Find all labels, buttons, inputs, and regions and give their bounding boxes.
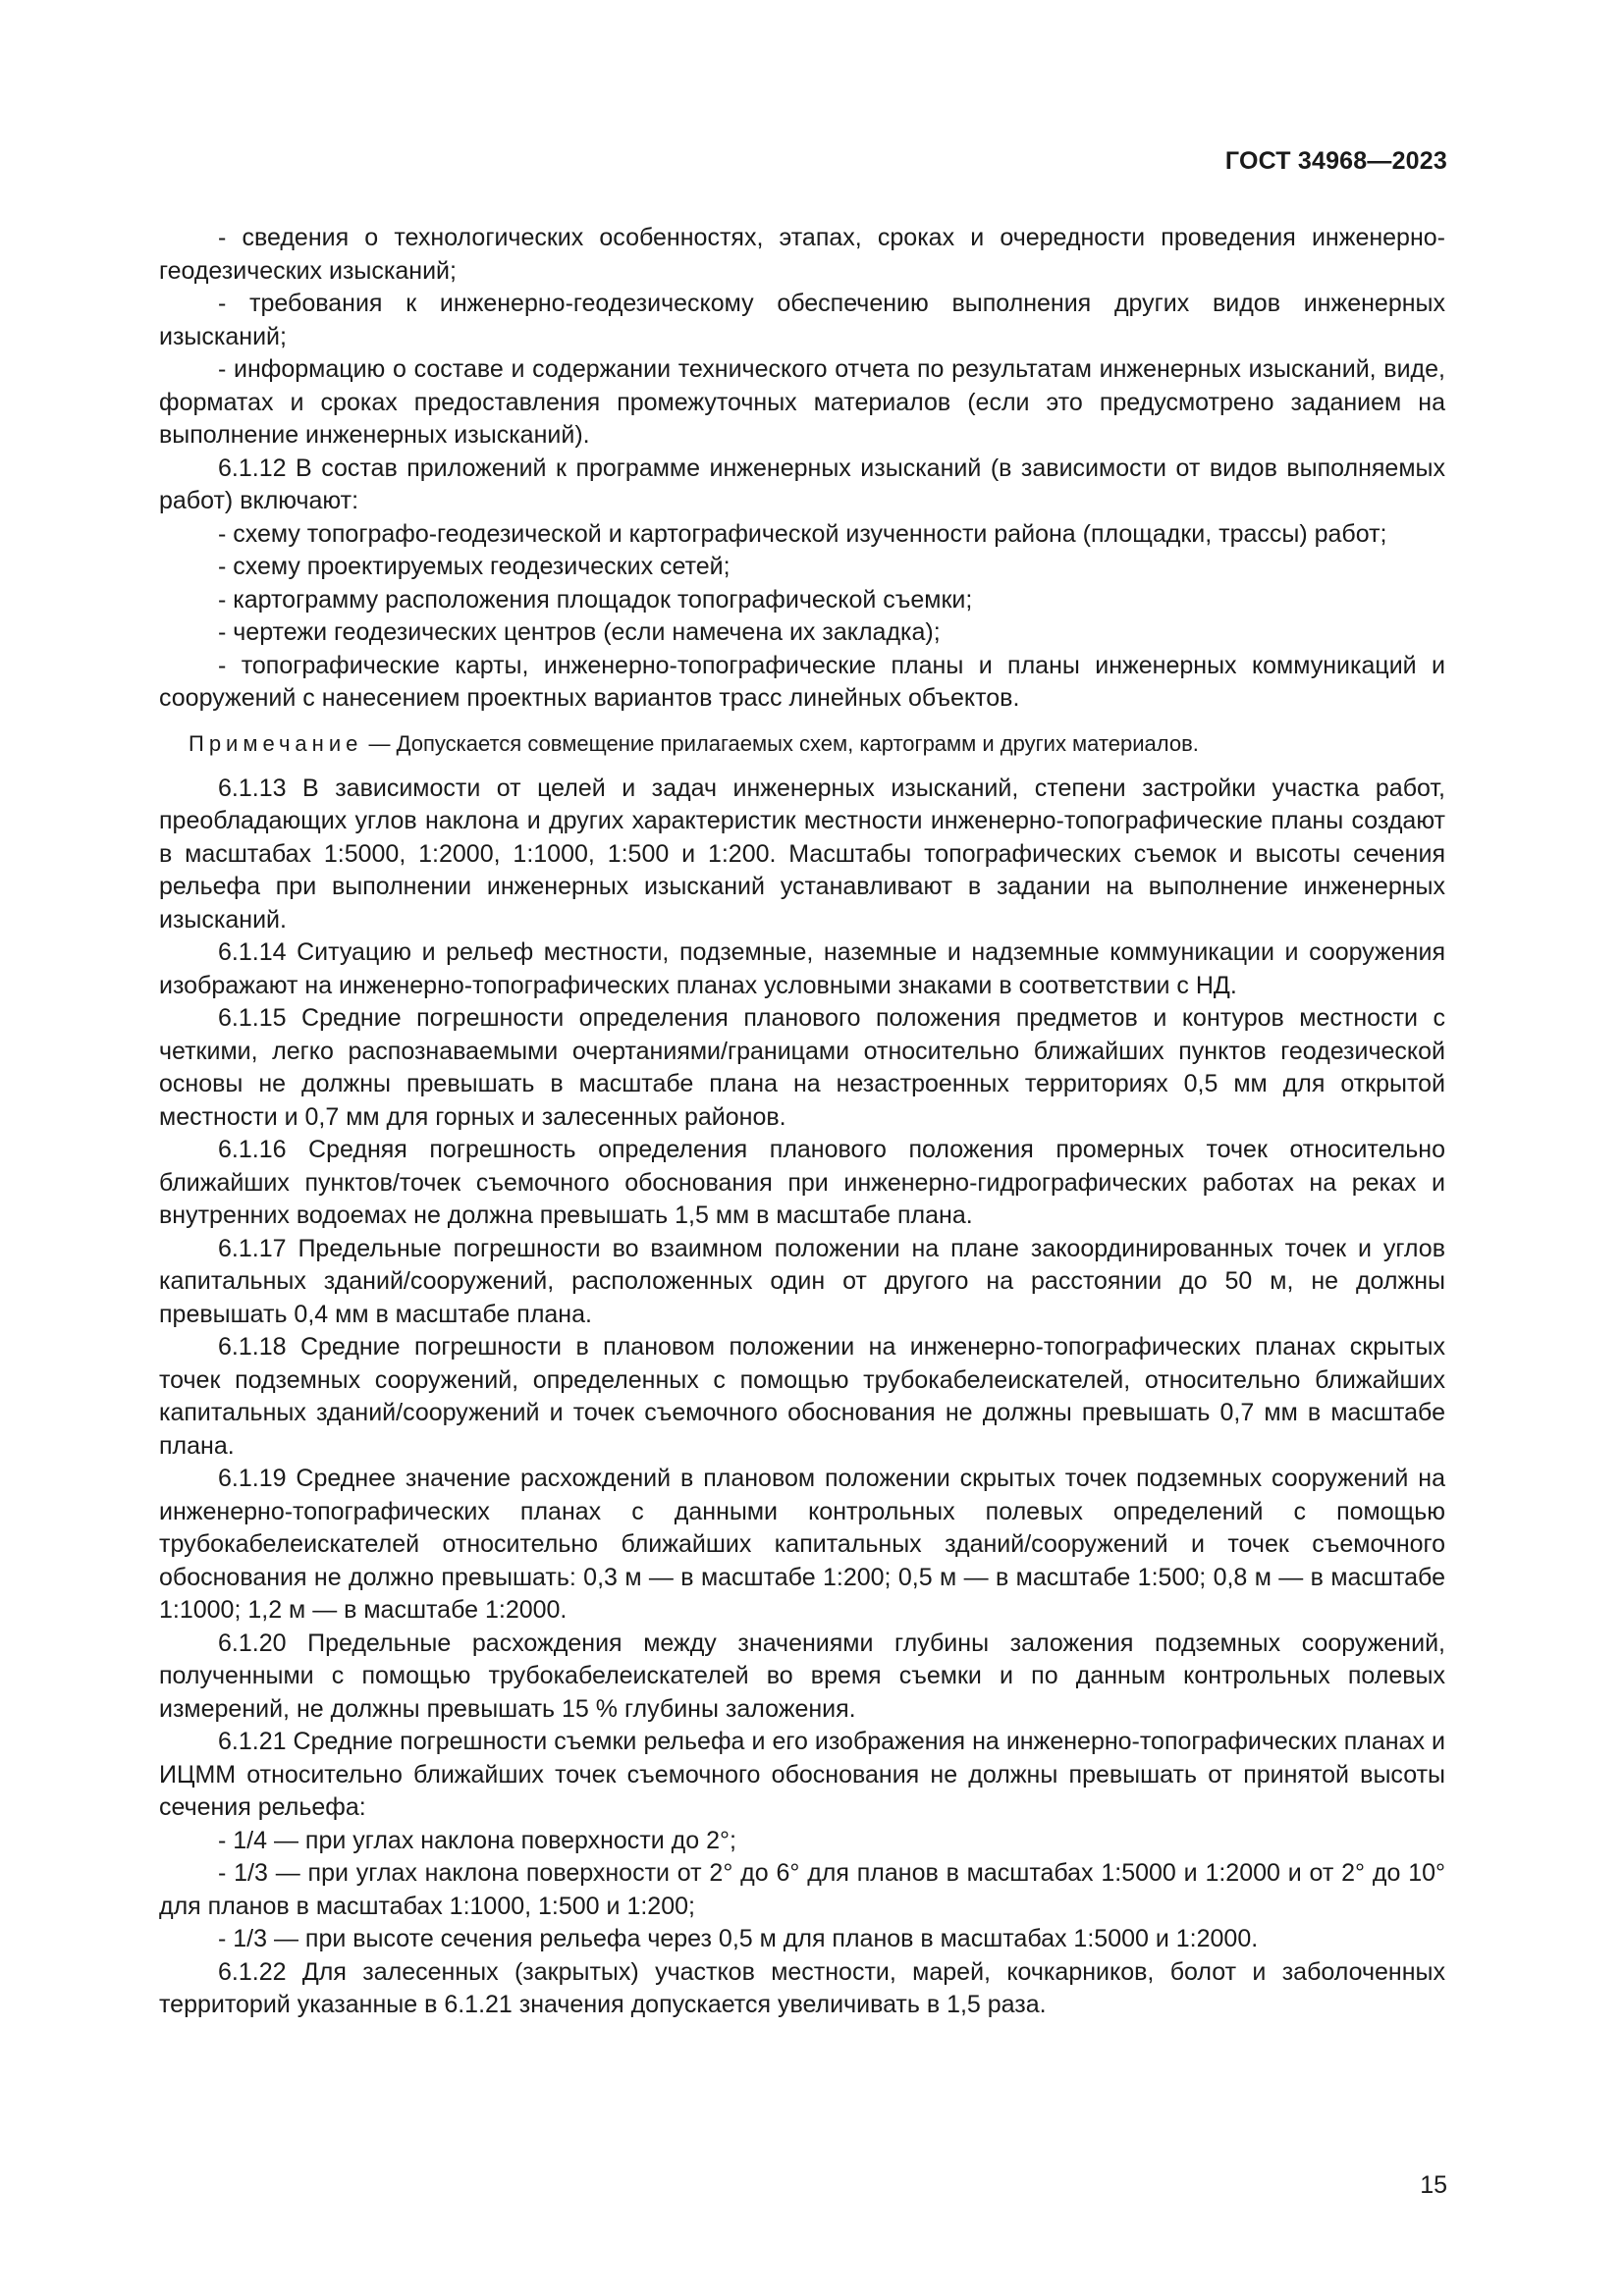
standard-designation: ГОСТ 34968—2023 [1224,147,1447,175]
paragraph: 6.1.16 Средняя погрешность определения планового положения промерных точек относительно ближайших пунктов/точек съемочного обоснования при инженерно-гидрографических работах на реках и внутренних водоемах не должна превышать 1,5 мм в масштабе плана. [159,1136,1445,1229]
paragraph: 6.1.22 Для залесенных (закрытых) участков местности, марей, кочкарников, болот и заболоченных территорий указанные в 6.1.21 значения допускается увеличивать в 1,5 раза. [159,1957,1445,2018]
paragraph: - чертежи геодезических центров (если намечена их закладка); [218,618,941,646]
note-label: Примечание [189,730,363,756]
paragraph: - 1/3 — при высоте сечения рельефа через 0,5 м для планов в масштабах 1:5000 и 1:2000. [218,1925,1259,1952]
paragraph: - топографические карты, инженерно-топографические планы и планы инженерных коммуникаций и сооружений с нанесением проектных вариантов трасс линейных объектов. [159,651,1445,712]
paragraph: - требования к инженерно-геодезическому обеспечению выполнения других видов инженерных изысканий; [159,290,1445,350]
page-number: 15 [1420,2171,1447,2199]
paragraph: - 1/3 — при углах наклона поверхности от 2° до 6° для планов в масштабах 1:5000 и 1:2000 и от 2° до 10° для планов в масштабах 1:1000, 1:500 и 1:200; [159,1859,1445,1920]
paragraph: 6.1.17 Предельные погрешности во взаимном положении на плане закоординированных точек и углов капитальных зданий/сооружений, расположенных один от другого на расстоянии до 50 м, не должны превышать 0,4 мм в масштабе плана. [159,1234,1445,1328]
paragraph: 6.1.12 В состав приложений к программе инженерных изысканий (в зависимости от видов выполняемых работ) включают: [159,454,1445,514]
document-body [159,222,1445,2022]
note [159,729,1445,759]
note-text: — Допускается совмещение прилагаемых схем, картограмм и других материалов. [362,730,1199,756]
paragraph: - сведения о технологических особенностях, этапах, сроках и очередности проведения инженерно-геодезических изысканий; [159,224,1445,285]
paragraph: 6.1.21 Средние погрешности съемки рельефа и его изображения на инженерно-топографических планах и ИЦММ относительно ближайших точек съемочного обоснования не должны превышать от принятой высоты сечения рельефа: [159,1728,1445,1821]
paragraph: - 1/4 — при углах наклона поверхности до 2°; [218,1826,736,1854]
paragraph: - схему топографо-геодезической и картографической изученности района (площадки, трассы) работ; [218,519,1387,548]
paragraph: - схему проектируемых геодезических сетей; [218,553,731,580]
paragraph: 6.1.19 Среднее значение расхождений в плановом положении скрытых точек подземных сооружений на инженерно-топографических планах с данными контрольных полевых определений с помощью трубокабелеискателей относительно ближайших капитальных зданий/сооружений и точек съемочного обоснования не должно превышать: 0,3 м — в масштабе 1:200; 0,5 м — в масштабе 1:500; 0,8 м — в масштабе 1:1000; 1,2 м — в масштабе 1:2000. [159,1465,1445,1624]
paragraph: - картограмму расположения площадок топографической съемки; [218,585,973,614]
paragraph: 6.1.20 Предельные расхождения между значениями глубины заложения подземных сооружений, полученными с помощью трубокабелеискателей во время съемки и по данным контрольных полевых измерений, не должны превышать 15 % глубины заложения. [159,1629,1445,1723]
paragraph: 6.1.14 Ситуацию и рельеф местности, подземные, наземные и надземные коммуникации и сооружения изображают на инженерно-топографических планах условными знаками в соответствии с НД. [159,938,1445,999]
paragraph: 6.1.15 Средние погрешности определения планового положения предметов и контуров местности с четкими, легко распознаваемыми очертаниями/границами относительно ближайших пунктов геодезической основы не должны превышать в масштабе плана на незастроенных территориях 0,5 мм для открытой местности и 0,7 мм для горных и залесенных районов. [159,1004,1445,1131]
paragraph: - информацию о составе и содержании технического отчета по результатам инженерных изысканий, виде, форматах и сроках предоставления промежуточных материалов (если это предусмотрено заданием на выполнение инженерных изысканий). [159,355,1445,449]
paragraph: 6.1.13 В зависимости от целей и задач инженерных изысканий, степени застройки участка работ, преобладающих углов наклона и других характеристик местности инженерно-топографические планы создают в масштабах 1:5000, 1:2000, 1:1000, 1:500 и 1:200. Масштабы топографических съемок и высоты сечения рельефа при выполнении инженерных изысканий устанавливают в задании на выполнение инженерных изысканий. [159,774,1445,934]
paragraph: 6.1.18 Средние погрешности в плановом положении на инженерно-топографических планах скрытых точек подземных сооружений, определенных с помощью трубокабелеискателей, относительно ближайших капитальных зданий/сооружений и точек съемочного обоснования не должны превышать 0,7 мм в масштабе плана. [159,1333,1445,1460]
